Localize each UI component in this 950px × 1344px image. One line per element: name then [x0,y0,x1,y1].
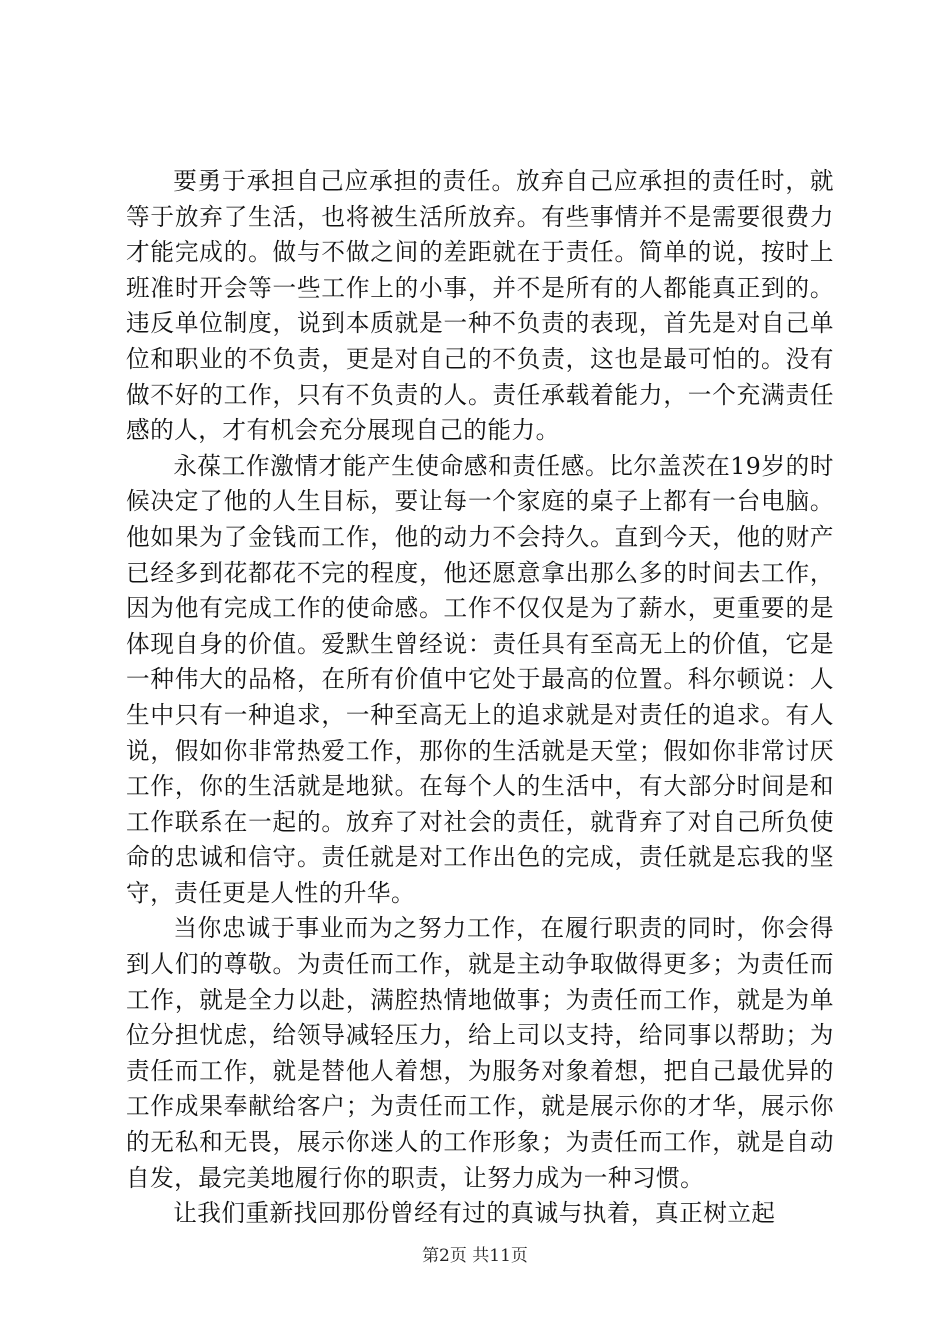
paragraph-responsibility: 要勇于承担自己应承担的责任。放弃自己应承担的责任时，就等于放弃了生活，也将被生活所放弃。有些事情并不是需要很费力才能完成的。做与不做之间的差距就在于责任。简单的说，按时上班准时开会等一些工作上的小事，并不是所有的人都能真正到的。违反单位制度，说到本质就是一种不负责的表现，首先是对自己单位和职业的不负责，更是对自己的不负责，这也是最可怕的。没有做不好的工作，只有不负责的人。责任承载着能力，一个充满责任感的人，才有机会充分展现自己的能力。 [126,167,834,445]
document-body [126,164,834,1232]
paragraph-loyalty: 当你忠诚于事业而为之努力工作，在履行职责的同时，你会得到人们的尊敬。为责任而工作，就是主动争取做得更多；为责任而工作，就是全力以赴，满腔热情地做事；为责任而工作，就是为单位分担忧虑，给领导减轻压力，给上司以支持，给同事以帮助；为责任而工作，就是替他人着想，为服务对象着想，把自己最优异的工作成果奉献给客户；为责任而工作，就是展示你的才华，展示你的无私和无畏，展示你迷人的工作形象；为责任而工作，就是自动自发，最完美地履行你的职责，让努力成为一种习惯。 [126,914,834,1192]
paragraph-work-passion: 永葆工作激情才能产生使命感和责任感。比尔盖茨在19岁的时候决定了他的人生目标，要让每一个家庭的桌子上都有一台电脑。他如果为了金钱而工作，他的动力不会持久。直到今天，他的财产已经多到花都花不完的程度，他还愿意拿出那么多的时间去工作，因为他有完成工作的使命感。工作不仅仅是为了薪水，更重要的是体现自身的价值。爱默生曾经说：责任具有至高无上的价值，它是一种伟大的品格，在所有价值中它处于最高的位置。科尔顿说：人生中只有一种追求，一种至高无上的追求就是对责任的追求。有人说，假如你非常热爱工作，那你的生活就是天堂；假如你非常讨厌工作，你的生活就是地狱。在每个人的生活中，有大部分时间是和工作联系在一起的。放弃了对社会的责任，就背弃了对自己所负使命的忠诚和信守。责任就是对工作出色的完成，责任就是忘我的坚守，责任更是人性的升华。 [126,451,834,907]
page-number-footer: 第2页 共11页 [422,1246,528,1266]
paragraph-sincerity: 让我们重新找回那份曾经有过的真诚与执着，真正树立起 [173,1199,776,1228]
